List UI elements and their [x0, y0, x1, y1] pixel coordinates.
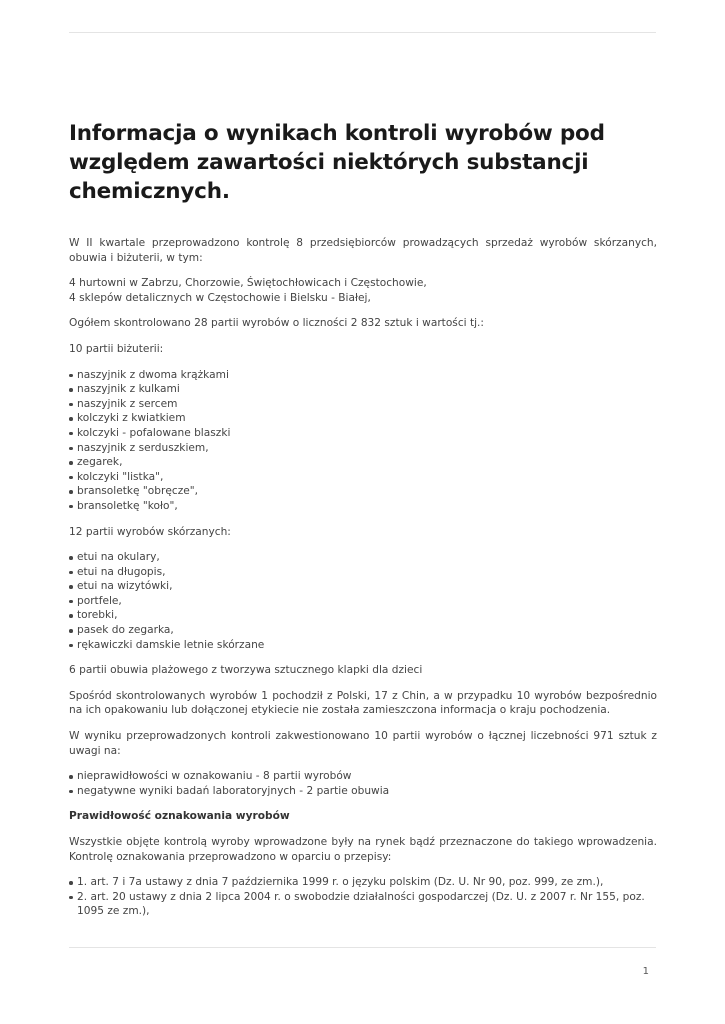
intro-paragraph: W II kwartale przeprowadzono kontrolę 8 przedsiębiorców prowadzących sprzedaż wyrobów skórzanych, obuwia i biżuterii, w tym: [69, 237, 657, 264]
list-item: negatywne wyniki badań laboratoryjnych - 2 partie obuwia [69, 784, 657, 799]
list-item: torebki, [69, 608, 657, 623]
list-item: bransoletkę "obręcze", [69, 484, 657, 499]
summary-paragraph: Ogółem skontrolowano 28 partii wyrobów o liczności 2 832 sztuk i wartości tj.: [69, 317, 484, 330]
document-title: Informacja o wynikach kontroli wyrobów pod względem zawartości niektórych substancji chemicznych. [69, 121, 605, 204]
list-item: etui na okulary, [69, 550, 657, 565]
list-item: kolczyki - pofalowane blaszki [69, 426, 657, 441]
list-item: 1. art. 7 i 7a ustawy z dnia 7 października 1999 r. o języku polskim (Dz. U. Nr 90, poz. 999, ze zm.), [69, 875, 657, 890]
labeling-paragraph: Wszystkie objęte kontrolą wyroby wprowadzone były na rynek bądź przeznaczone do takiego wprowadzenia. Kontrolę oznakowania przeprowadzono w oparciu o przepisy: [69, 836, 657, 863]
list-item: nieprawidłowości w oznakowaniu - 8 partii wyrobów [69, 769, 657, 784]
list-item: naszyjnik z dwoma krążkami [69, 368, 657, 383]
list-item: pasek do zegarka, [69, 623, 657, 638]
location-line: 4 sklepów detalicznych w Częstochowie i Bielsku - Białej, [69, 291, 371, 304]
list-item: bransoletkę "koło", [69, 499, 657, 514]
leather-heading: 12 partii wyrobów skórzanych: [69, 525, 231, 538]
footwear-paragraph: 6 partii obuwia plażowego z tworzywa sztucznego klapki dla dzieci [69, 664, 423, 677]
leather-list [69, 550, 657, 652]
list-item: rękawiczki damskie letnie skórzane [69, 638, 657, 653]
list-item: kolczyki z kwiatkiem [69, 411, 657, 426]
regulations-list [69, 875, 657, 919]
list-item: etui na wizytówki, [69, 579, 657, 594]
jewelry-heading: 10 partii biżuterii: [69, 342, 164, 355]
results-paragraph: W wyniku przeprowadzonych kontroli zakwestionowano 10 partii wyrobów o łącznej liczebności 971 sztuk z uwagi na: [69, 730, 657, 757]
document-body [69, 119, 657, 930]
list-item: portfele, [69, 594, 657, 609]
bottom-divider [69, 947, 656, 948]
jewelry-list [69, 368, 657, 514]
top-divider [69, 32, 656, 33]
origin-paragraph: Spośród skontrolowanych wyrobów 1 pochodził z Polski, 17 z Chin, a w przypadku 10 wyrobów bezpośrednio na ich opakowaniu lub dołączonej etykiecie nie została zamieszczona informacja o kraju pochodzenia. [69, 689, 657, 717]
list-item: kolczyki "listka", [69, 470, 657, 485]
list-item: zegarek, [69, 455, 657, 470]
page-number: 1 [642, 966, 649, 977]
list-item: naszyjnik z serduszkiem, [69, 441, 657, 456]
location-line: 4 hurtowni w Zabrzu, Chorzowie, Świętochłowicach i Częstochowie, [69, 277, 427, 290]
list-item: 2. art. 20 ustawy z dnia 2 lipca 2004 r. o swobodzie działalności gospodarczej (Dz. U. z 2007 r. Nr 155, poz. 1095 ze zm.), [69, 890, 657, 919]
labeling-heading: Prawidłowość oznakowania wyrobów [69, 810, 290, 823]
list-item: naszyjnik z sercem [69, 397, 657, 412]
list-item: etui na długopis, [69, 565, 657, 580]
locations-block [69, 276, 657, 305]
list-item: naszyjnik z kulkami [69, 382, 657, 397]
results-list [69, 769, 657, 798]
